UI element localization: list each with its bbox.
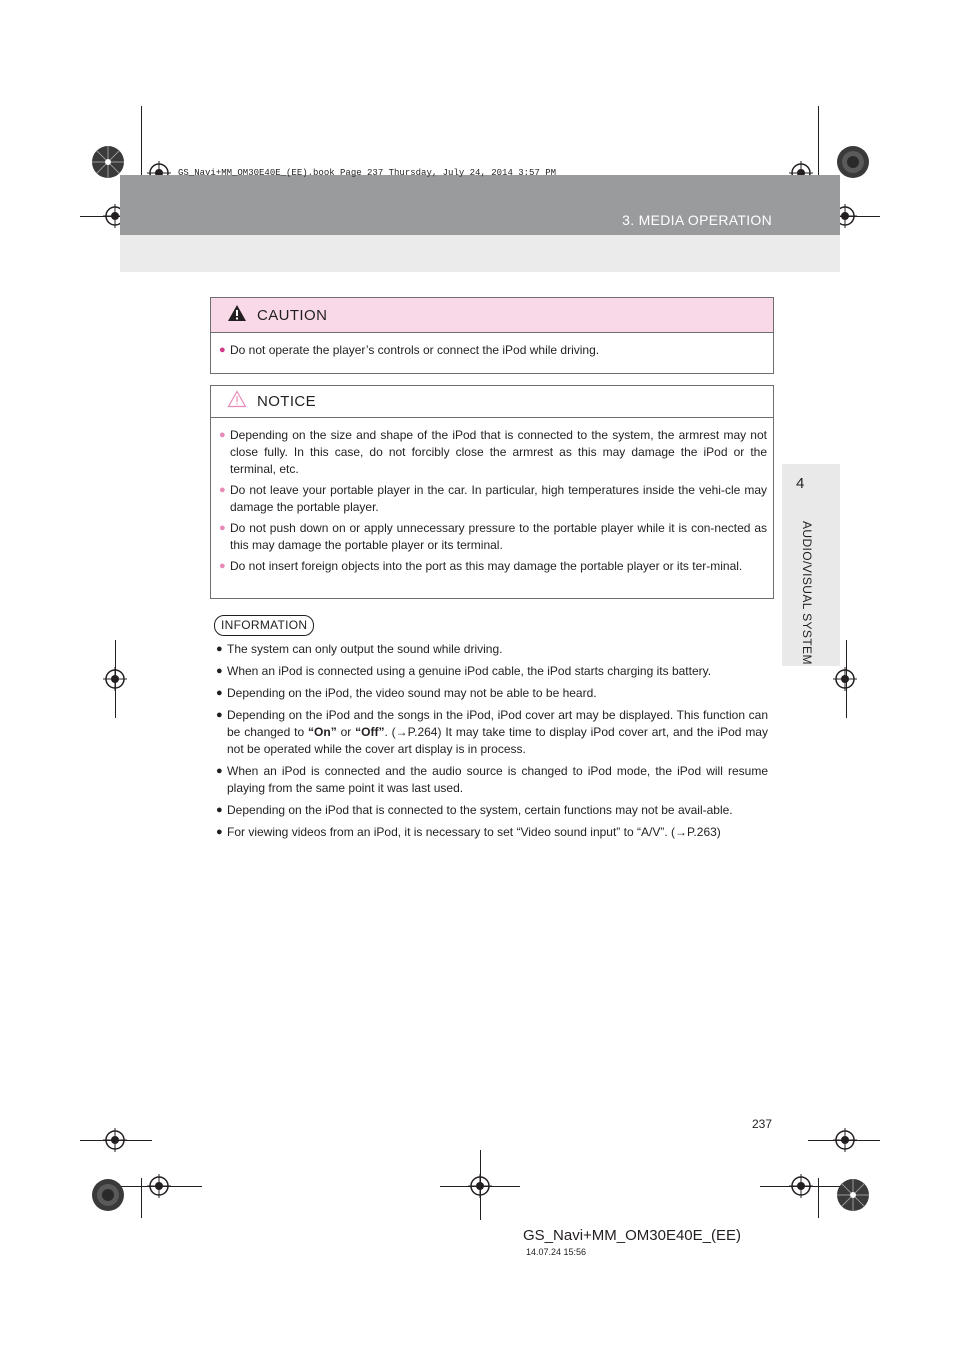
list-item: ● Depending on the iPod that is connected to the system, certain functions may not be avail-able. (216, 803, 733, 817)
list-item: ● Depending on the iPod and the songs in the iPod, iPod cover art may be displayed. This function can be changed to “On” or “Off”. (→P.264) It may take time to display iPod cover art, and the iPod may not be operated while the cover art display is in process. (216, 708, 768, 756)
registration-mark-icon (147, 1174, 171, 1198)
caution-title: CAUTION (257, 306, 328, 324)
information-list (216, 641, 768, 846)
chapter-label: AUDIO/VISUAL SYSTEM (800, 521, 814, 665)
crop-line (141, 106, 142, 175)
registration-mark-icon (468, 1174, 492, 1198)
registration-mark-icon (833, 667, 857, 691)
list-item: ● Do not insert foreign objects into the port as this may damage the portable player or its ter-minal. (219, 559, 743, 573)
bullet-icon: ● (216, 665, 223, 677)
bullet-icon: ● (219, 429, 226, 441)
crop-line (141, 1178, 142, 1218)
bullet-icon: ● (219, 560, 226, 572)
page-number: 237 (751, 1117, 772, 1131)
bullet-icon: ● (216, 765, 223, 777)
list-item: ● For viewing videos from an iPod, it is necessary to set “Video sound input” to “A/V”. (→P.263) (216, 825, 721, 839)
crop-line (818, 1178, 819, 1218)
list-item: ● Depending on the iPod, the video sound may not be able to be heard. (216, 686, 597, 700)
bullet-icon: ● (219, 344, 226, 356)
list-item: ● Do not leave your portable player in the car. In particular, high temperatures inside the vehi-cle may damage the portable player. (219, 483, 767, 514)
registration-mark-icon (103, 667, 127, 691)
bullet-icon: ● (216, 643, 223, 655)
color-target-icon (91, 145, 125, 179)
bullet-icon: ● (216, 826, 223, 838)
registration-mark-icon (833, 1128, 857, 1152)
off-setting-label: “Off” (355, 725, 385, 739)
warning-triangle-icon (227, 304, 247, 327)
on-setting-label: “On” (308, 725, 337, 739)
bullet-icon: ● (216, 709, 223, 721)
notice-title: NOTICE (257, 393, 317, 410)
bullet-icon: ● (219, 522, 226, 534)
bullet-icon: ● (216, 804, 223, 816)
header-lower-band (120, 235, 840, 272)
caution-box (210, 297, 774, 374)
color-target-icon (836, 145, 870, 179)
document-date: 14.07.24 15:56 (526, 1247, 587, 1257)
color-target-icon (91, 1178, 125, 1212)
notice-triangle-icon (227, 390, 247, 413)
crop-line (818, 106, 819, 175)
chapter-number: 4 (796, 475, 805, 492)
list-item: ● Depending on the size and shape of the iPod that is connected to the system, the armrest may not close fully. In this case, do not forcibly close the armrest as this may damage the iPod or the terminal, etc. (219, 428, 767, 476)
book-stamp: GS_Navi+MM_OM30E40E_(EE).book Page 237 Thursday, July 24, 2014 3:57 PM (178, 168, 557, 178)
list-item: ● The system can only output the sound while driving. (216, 642, 503, 656)
section-title: 3. MEDIA OPERATION (622, 212, 772, 228)
caution-header (211, 298, 773, 333)
notice-header (211, 386, 773, 418)
list-item: ● Do not push down on or apply unnecessary pressure to the portable player while it is con-nected as this may damage the portable player or its terminal. (219, 521, 767, 552)
registration-mark-icon (103, 1128, 127, 1152)
registration-mark-icon (789, 1174, 813, 1198)
notice-body (211, 418, 773, 584)
caution-body (211, 333, 773, 368)
list-item: ● Do not operate the player’s controls or connect the iPod while driving. (219, 343, 600, 357)
information-badge: INFORMATION (214, 615, 314, 636)
document-code: GS_Navi+MM_OM30E40E_(EE) (523, 1227, 741, 1244)
bullet-icon: ● (216, 687, 223, 699)
bullet-icon: ● (219, 484, 226, 496)
list-item: ● When an iPod is connected using a genuine iPod cable, the iPod starts charging its battery. (216, 664, 712, 678)
notice-box (210, 385, 774, 599)
list-item: ● When an iPod is connected and the audio source is changed to iPod mode, the iPod will resume playing from the same point it was last used. (216, 764, 768, 795)
color-target-icon (836, 1178, 870, 1212)
